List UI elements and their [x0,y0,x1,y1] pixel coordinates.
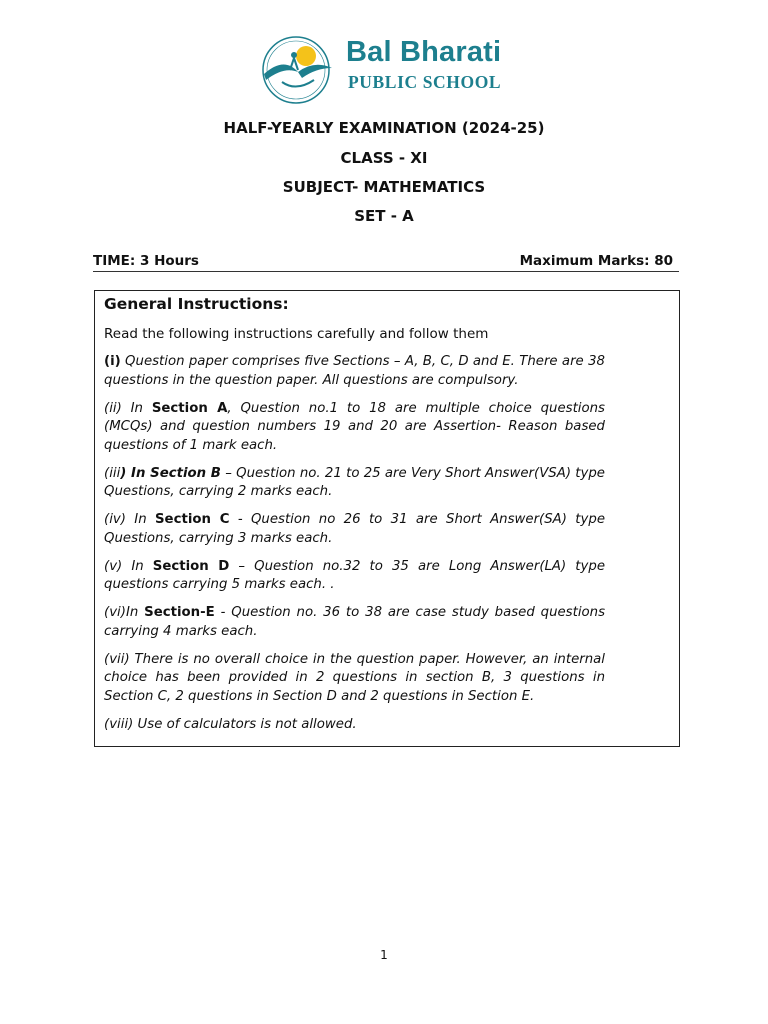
instruction-item [104,353,605,390]
school-logo [254,34,510,106]
instruction-text: , Question no.1 to 18 are multiple choice questions (MCQs) and question numbers 19 and 20 are Assertion- Reason based questions of 1 mark each. [104,400,605,453]
instructions-intro: Read the following instructions carefully and follow them [104,326,489,342]
exam-title: HALF-YEARLY EXAMINATION (2024-25) [223,119,545,137]
instruction-section-label: Section C [154,512,230,527]
logo-school-subtitle: PUBLIC SCHOOL [348,72,502,92]
instruction-label: (i) [104,354,121,369]
instruction-prefix: (iv) In [104,512,155,527]
instruction-text: - Question no. 36 to 38 are case study based questions carrying 4 marks each. [104,605,606,639]
instruction-item [104,604,605,641]
instruction-text: Question paper comprises five Sections – A, B, C, D and E. There are 38 questions in the question paper. All questions are compulsory. [104,354,605,388]
instruction-section-label: Section-E [144,605,215,620]
max-marks-label: Maximum Marks: 80 [519,253,673,269]
instruction-section-label: Section A [151,400,228,416]
instruction-prefix: (vi)In [104,605,145,620]
instruction-text: – Question no. 21 to 25 are Very Short Answer(VSA) type Questions, carrying 2 marks each. [104,465,605,499]
instruction-text: (viii) Use of calculators is not allowed. [104,716,357,732]
set-line: SET - A [354,207,414,225]
instruction-item [104,465,605,502]
instruction-item [104,716,605,735]
instruction-prefix: (ii) In [104,400,152,416]
instruction-section-label: ) In Section B [120,465,221,481]
instruction-prefix: (iii [104,465,121,481]
instruction-text: – Question no.32 to 35 are Long Answer(LA) type questions carrying 5 marks each. . [104,558,605,592]
instructions-list [104,353,605,744]
instruction-section-label: Section D [152,558,230,574]
time-label: TIME: 3 Hours [93,253,199,269]
instruction-text: - Question no 26 to 31 are Short Answer(SA) type Questions, carrying 3 marks each. [104,512,605,546]
instruction-item [104,558,605,595]
instruction-item [104,511,605,548]
general-instructions-box [94,290,680,747]
header-divider [93,271,679,272]
instruction-item [104,651,605,707]
school-emblem-icon [254,34,344,106]
logo-school-name: Bal Bharati [346,36,502,68]
instructions-title: General Instructions: [104,295,289,313]
page-number: 1 [380,948,388,962]
instruction-prefix: (v) In [104,558,153,574]
instruction-item [104,400,605,456]
subject-line: SUBJECT- MATHEMATICS [282,178,486,196]
class-line: CLASS - XI [340,149,428,167]
instruction-text: (vii) There is no overall choice in the question paper. However, an internal choice has been provided in 2 questions in section B, 3 questions in Section C, 2 questions in Section D and 2 questions in Section E. [104,651,605,704]
